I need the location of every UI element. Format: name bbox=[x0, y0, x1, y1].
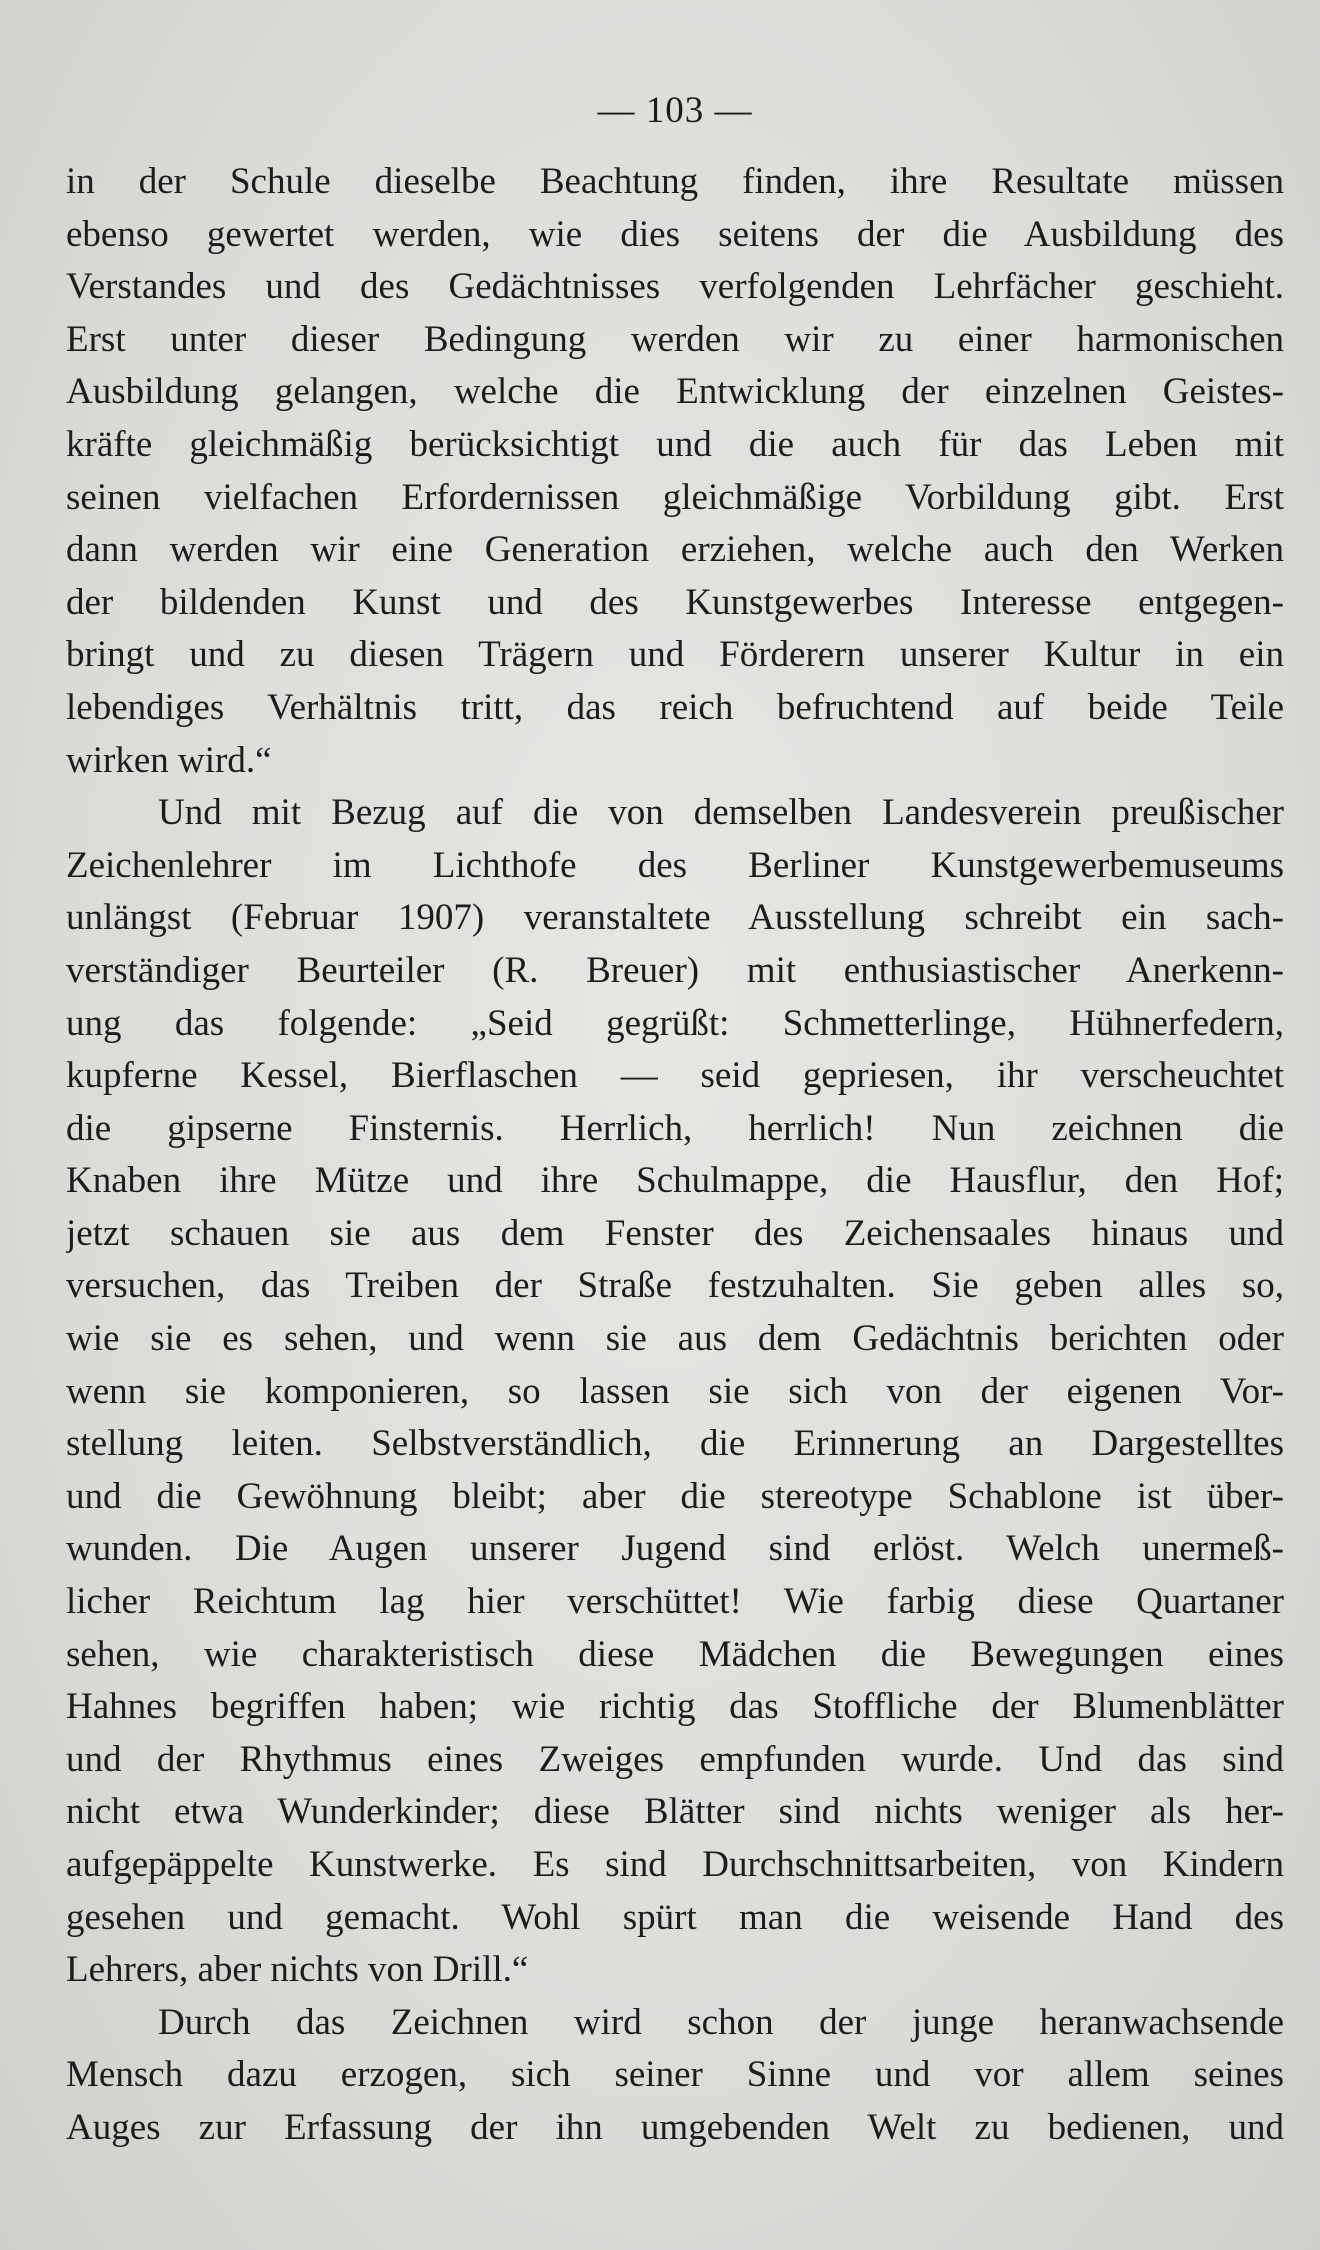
text-line: kräfte gleichmäßig berücksichtigt und die auch für das Leben mit bbox=[66, 423, 1284, 465]
text-line: Lehrers, aber nichts von Drill.“ bbox=[66, 1949, 529, 1991]
text-line: und der Rhythmus eines Zweiges empfunden wurde. Und das sind bbox=[66, 1738, 1284, 1780]
text-line: unlängst (Februar 1907) veranstaltete Ausstellung schreibt ein sach- bbox=[66, 897, 1284, 939]
text-line: nicht etwa Wunderkinder; diese Blätter sind nichts weniger als her- bbox=[66, 1791, 1284, 1833]
text-line: Durch das Zeichnen wird schon der junge heranwachsende bbox=[158, 2001, 1284, 2043]
text-line: dann werden wir eine Generation erziehen, welche auch den Werken bbox=[66, 529, 1284, 571]
text-line: licher Reichtum lag hier verschüttet! Wie farbig diese Quartaner bbox=[66, 1581, 1284, 1623]
page-number-header: — 103 — bbox=[597, 90, 753, 131]
text-line: bringt und zu diesen Trägern und Förderern unserer Kultur in ein bbox=[66, 634, 1284, 676]
text-line: versuchen, das Treiben der Straße festzuhalten. Sie geben alles so, bbox=[66, 1265, 1284, 1307]
text-line: ung das folgende: „Seid gegrüßt: Schmetterlinge, Hühnerfedern, bbox=[66, 1002, 1284, 1044]
text-line: Hahnes begriffen haben; wie richtig das Stoffliche der Blumenblätter bbox=[66, 1686, 1284, 1728]
text-line: die gipserne Finsternis. Herrlich, herrlich! Nun zeichnen die bbox=[66, 1107, 1284, 1149]
text-line: stellung leiten. Selbstverständlich, die Erinnerung an Dargestelltes bbox=[66, 1423, 1284, 1465]
paragraph-2 bbox=[66, 787, 1284, 1997]
text-line: Zeichenlehrer im Lichthofe des Berliner Kunstgewerbemuseums bbox=[66, 844, 1284, 886]
paragraph-3 bbox=[66, 1997, 1284, 2155]
text-line: Auges zur Erfassung der ihn umgebenden Welt zu bedienen, und bbox=[66, 2106, 1284, 2148]
text-line: verständiger Beurteiler (R. Breuer) mit enthusiastischer Anerkenn- bbox=[66, 949, 1284, 991]
text-line: seinen vielfachen Erfordernissen gleichmäßige Vorbildung gibt. Erst bbox=[66, 476, 1284, 518]
text-line: lebendiges Verhältnis tritt, das reich befruchtend auf beide Teile bbox=[66, 686, 1284, 728]
text-line: jetzt schauen sie aus dem Fenster des Zeichensaales hinaus und bbox=[66, 1212, 1284, 1254]
text-line: Ausbildung gelangen, welche die Entwicklung der einzelnen Geistes- bbox=[66, 371, 1284, 413]
text-line: kupferne Kessel, Bierflaschen — seid gepriesen, ihr verscheuchtet bbox=[66, 1055, 1284, 1097]
text-line: ebenso gewertet werden, wie dies seitens der die Ausbildung des bbox=[66, 213, 1284, 255]
text-line: sehen, wie charakteristisch diese Mädchen die Bewegungen eines bbox=[66, 1633, 1284, 1675]
text-line: in der Schule dieselbe Beachtung finden, ihre Resultate müssen bbox=[66, 161, 1284, 202]
text-line: wenn sie komponieren, so lassen sie sich von der eigenen Vor- bbox=[66, 1370, 1284, 1412]
text-line: Erst unter dieser Bedingung werden wir zu einer harmonischen bbox=[66, 318, 1284, 360]
text-line: Knaben ihre Mütze und ihre Schulmappe, die Hausflur, den Hof; bbox=[66, 1160, 1284, 1202]
text-line: und die Gewöhnung bleibt; aber die stereotype Schablone ist über- bbox=[66, 1475, 1284, 1517]
text-line: aufgepäppelte Kunstwerke. Es sind Durchschnittsarbeiten, von Kindern bbox=[66, 1844, 1284, 1885]
text-line: Und mit Bezug auf die von demselben Landesverein preußischer bbox=[158, 792, 1284, 834]
text-line: wunden. Die Augen unserer Jugend sind erlöst. Welch unermeß- bbox=[66, 1528, 1284, 1570]
text-line: wie sie es sehen, und wenn sie aus dem Gedächtnis berichten oder bbox=[66, 1318, 1284, 1360]
text-line: wirken wird.“ bbox=[66, 739, 272, 781]
text-line: der bildenden Kunst und des Kunstgewerbes Interesse entgegen- bbox=[66, 581, 1284, 623]
text-line: Mensch dazu erzogen, sich seiner Sinne und vor allem seines bbox=[66, 2054, 1284, 2096]
text-line: Verstandes und des Gedächtnisses verfolgenden Lehrfächer geschieht. bbox=[66, 266, 1284, 308]
text-line: gesehen und gemacht. Wohl spürt man die weisende Hand des bbox=[66, 1896, 1284, 1938]
paragraph-1 bbox=[66, 156, 1284, 787]
body-text bbox=[66, 156, 1284, 2155]
